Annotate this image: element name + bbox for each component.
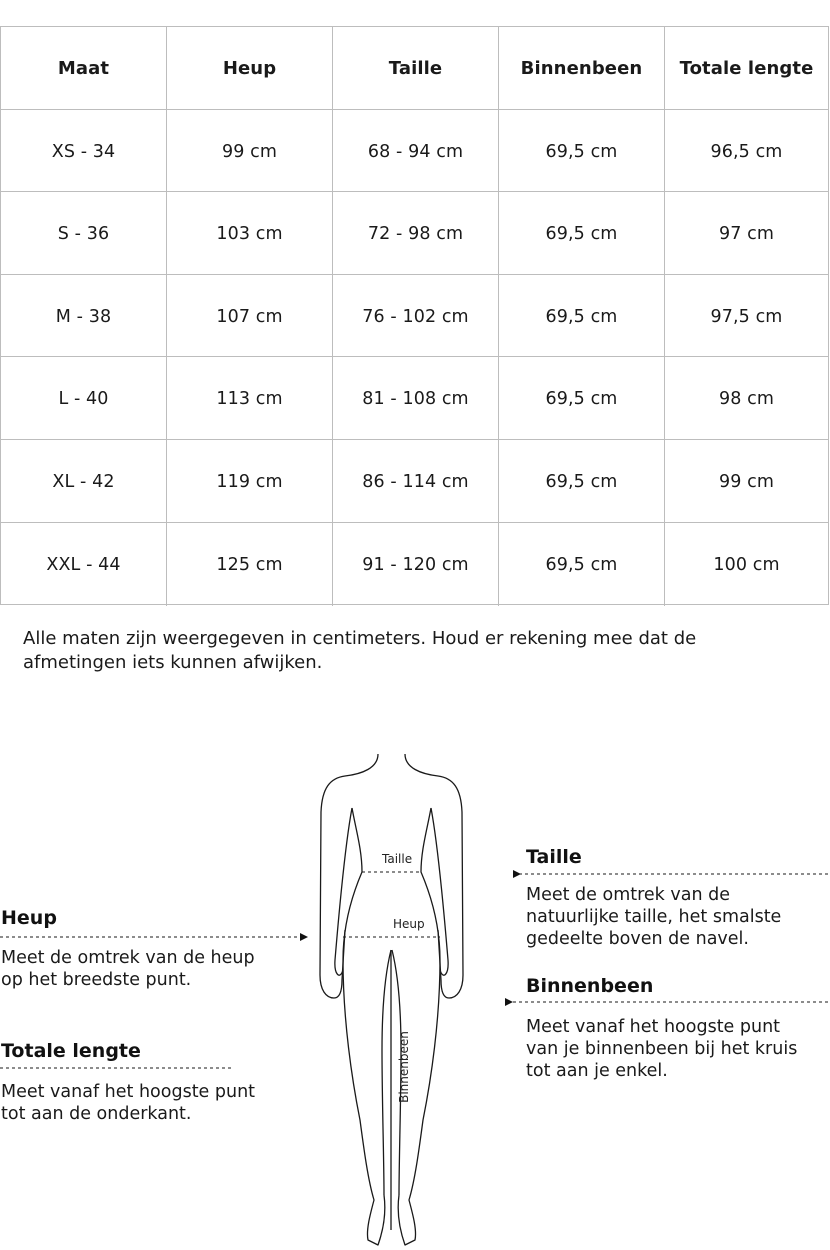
cell-totale-lengte: 98 cm	[719, 388, 774, 409]
cell-heup: 113 cm	[167, 357, 333, 440]
cell-taille: 81 - 108 cm	[333, 357, 499, 440]
guide-line: tot aan je enkel.	[526, 1061, 668, 1081]
cell-maat: XXL - 44	[1, 523, 167, 606]
cell-taille: 72 - 98 cm	[333, 192, 499, 275]
cell-heup: 125 cm	[167, 523, 333, 606]
guide-title-totale-lengte: Totale lengte	[1, 1040, 141, 1062]
guide-line: op het breedste punt.	[1, 970, 192, 990]
guide-text-taille	[526, 884, 781, 950]
figure-label-heup: Heup	[393, 917, 425, 931]
cell-totale-lengte: 96,5 cm	[710, 141, 783, 162]
cell-binnenbeen: 69,5 cm	[499, 110, 665, 193]
guide-line: Meet de omtrek van de	[526, 885, 730, 905]
cell-totale-lengte: 97 cm	[719, 223, 774, 244]
cell-maat: S - 36	[1, 192, 167, 275]
guide-line: tot aan de onderkant.	[1, 1104, 192, 1124]
cell-maat: M - 38	[1, 275, 167, 358]
cell-heup: 103 cm	[167, 192, 333, 275]
note-line: afmetingen iets kunnen afwijken.	[23, 652, 323, 673]
guide-line: Meet vanaf het hoogste punt	[1, 1082, 256, 1102]
cell-binnenbeen: 69,5 cm	[499, 523, 665, 606]
guide-line: Meet vanaf het hoogste punt	[526, 1017, 781, 1037]
note-line: Alle maten zijn weergegeven in centimeters. Houd er rekening mee dat de	[23, 628, 697, 649]
cell-maat: L - 40	[1, 357, 167, 440]
cell-taille: 68 - 94 cm	[333, 110, 499, 193]
cell-binnenbeen: 69,5 cm	[499, 275, 665, 358]
cell-totale-lengte: 100 cm	[713, 554, 780, 575]
guide-title-binnenbeen: Binnenbeen	[526, 975, 654, 997]
cell-totale-lengte: 97,5 cm	[710, 306, 783, 327]
cell-heup: 99 cm	[167, 110, 333, 193]
cell-heup: 107 cm	[167, 275, 333, 358]
cell-taille: 86 - 114 cm	[333, 440, 499, 523]
cell-heup: 119 cm	[167, 440, 333, 523]
header-taille: Taille	[333, 27, 499, 109]
header-heup: Heup	[167, 27, 333, 109]
header-totale-lengte: Totale lengte	[679, 57, 814, 79]
guide-title-taille: Taille	[526, 846, 582, 868]
guide-text-binnenbeen	[526, 1016, 797, 1082]
cell-taille: 91 - 120 cm	[333, 523, 499, 606]
guide-line: Meet de omtrek van de heup	[1, 948, 255, 968]
guide-line: gedeelte boven de navel.	[526, 929, 749, 949]
guide-text-heup	[1, 947, 255, 991]
cell-totale-lengte: 99 cm	[719, 471, 774, 492]
guide-line: van je binnenbeen bij het kruis	[526, 1039, 798, 1059]
guide-line: natuurlijke taille, het smalste	[526, 907, 782, 927]
cell-maat: XL - 42	[1, 440, 167, 523]
cell-maat: XS - 34	[1, 110, 167, 193]
cell-binnenbeen: 69,5 cm	[499, 357, 665, 440]
header-binnenbeen: Binnenbeen	[499, 27, 665, 109]
guide-text-totale-lengte	[1, 1081, 255, 1125]
cell-binnenbeen: 69,5 cm	[499, 192, 665, 275]
cell-taille: 76 - 102 cm	[333, 275, 499, 358]
figure-label-taille: Taille	[382, 852, 413, 866]
cell-binnenbeen: 69,5 cm	[499, 440, 665, 523]
header-maat: Maat	[1, 27, 167, 109]
guide-title-heup: Heup	[1, 907, 57, 929]
figure-label-binnenbeen: Binnenbeen	[397, 1031, 411, 1103]
